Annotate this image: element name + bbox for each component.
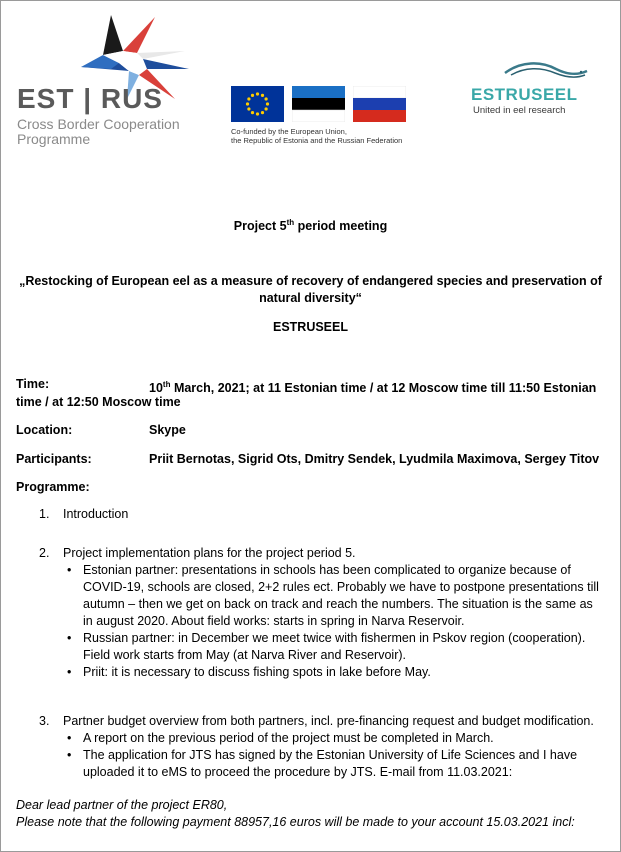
list-item: • Russian partner: in December we meet twice with fishermen in Pskov region (cooperation). Field work starts from May (at Narva River and Reservoir). [65, 630, 605, 664]
programme-item-title: Partner budget overview from both partners, incl. pre-financing request and budget modification. [63, 714, 594, 728]
programme-item-number: 2. [39, 546, 50, 560]
participants-label: Participants: [16, 452, 92, 466]
programme-item-number: 3. [39, 714, 50, 728]
estruseel-logo-tagline: United in eel research [473, 105, 566, 116]
list-item: • The application for JTS has signed by the Estonian University of Life Sciences and I have uploaded it to eMS to proceed the procedure by JTS. E-mail from 11.03.2021: [65, 747, 605, 781]
eel-icon [501, 59, 591, 83]
list-item: • Priit: it is necessary to discuss fishing spots in lake before May. [65, 664, 605, 681]
project-title: „Restocking of European eel as a measure of recovery of endangered species and preservation of natural diversity“ [19, 274, 602, 305]
location-label: Location: [16, 423, 73, 437]
cofunding-note: Co-funded by the European Union, the Republic of Estonia and the Russian Federation [231, 127, 403, 145]
programme-item-2-bullets [65, 562, 605, 681]
location-value: Skype [149, 423, 186, 437]
programme-item-3-bullets [65, 730, 605, 781]
estonia-flag-icon [292, 86, 345, 122]
meeting-title: Project 5th period meeting [233, 218, 388, 234]
list-item: • A report on the previous period of the project must be completed in March. [65, 730, 605, 747]
time-value-line1: 10th March, 2021; at 11 Estonian time / at 12 Moscow time till 11:50 Estonian [149, 380, 597, 396]
program-logo-subtitle: Cross Border Cooperation Programme [17, 116, 180, 147]
time-label: Time: [16, 377, 50, 391]
project-acronym: ESTRUSEEL [272, 320, 348, 334]
participants-value: Priit Bernotas, Sigrid Ots, Dmitry Sendek, Lyudmila Maximova, Sergey Titov [149, 452, 600, 466]
list-item: • Estonian partner: presentations in schools has been complicated to organize because of COVID-19, schools are closed, 2+2 rules ect. Probably we have to postpone presentations till autumn – then we get on back on track and reach the numbers. The situation is the same as in august 2020. About field works: starts in spring in Narva Reservoir. [65, 562, 605, 630]
estruseel-logo-name: ESTRUSEEL [471, 85, 578, 104]
programme-item-title: Introduction [63, 507, 129, 521]
programme-item-title: Project implementation plans for the project period 5. [63, 546, 356, 560]
programme-item-number: 1. [39, 507, 50, 521]
program-logo-title: EST | RUS [17, 83, 163, 114]
time-value-line2: time / at 12:50 Moscow time [16, 395, 181, 409]
eu-flag-icon [231, 86, 284, 122]
russia-flag-icon [353, 86, 406, 122]
programme-label: Programme: [16, 480, 90, 494]
email-quote: Dear lead partner of the project ER80, Please note that the following payment 88957,16 euros will be made to your account 15.03.2021 incl: [16, 798, 575, 829]
